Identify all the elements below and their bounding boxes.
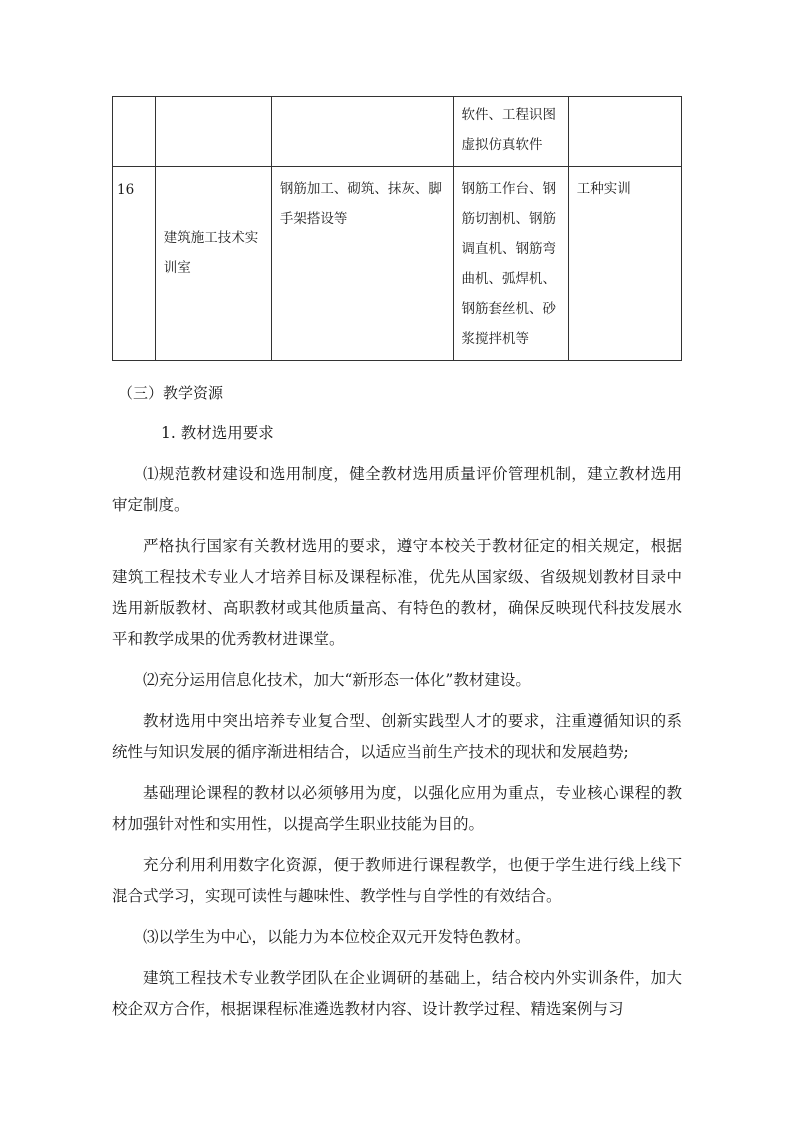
room-name: 建筑施工技术实训室	[163, 230, 259, 276]
paragraph: 基础理论课程的教材以必须够用为度，以强化应用为重点，专业核心课程的教材加强针对性和实用性，以提高学生职业技能为目的。	[112, 784, 682, 833]
paragraph: ⑵充分运用信息化技术，加大“新形态一体化”教材建设。	[143, 671, 531, 689]
paragraph: ⑶以学生为中心，以能力为本位校企双元开发特色教材。	[143, 928, 531, 946]
equipment-list: 钢筋工作台、钢筋切割机、钢筋调直机、钢筋弯曲机、弧焊机、钢筋套丝机、砂浆搅拌机等	[461, 181, 556, 347]
table-cell	[568, 167, 681, 361]
table-cell	[453, 97, 568, 167]
table-cell	[453, 167, 568, 361]
row-number: 16	[117, 182, 135, 198]
function-text: 工种实训	[576, 181, 631, 197]
table-cell	[271, 97, 453, 167]
table-cell	[155, 167, 271, 361]
table-cell	[113, 97, 156, 167]
paragraph: 建筑工程技术专业教学团队在企业调研的基础上，结合校内外实训条件，加大校企双方合作，根据课程标准遴选教材内容、设计教学过程、精选案例与习	[112, 969, 682, 1018]
paragraph: ⑴规范教材建设和选用制度，健全教材选用质量评价管理机制，建立教材选用审定制度。	[112, 465, 682, 514]
subheading: 1. 教材选用要求	[161, 424, 274, 442]
equipment-cell-text: 软件、工程识图虚拟仿真软件	[461, 107, 556, 153]
paragraph: 严格执行国家有关教材选用的要求，遵守本校关于教材征定的相关规定，根据建筑工程技术专业人才培养目标及课程标准，优先从国家级、省级规划教材目录中选用新版教材、高职教材或其他质量高、有特色的教材，确保反映现代科技发展水平和教学成果的优秀教材进课堂。	[112, 537, 682, 648]
table-cell	[113, 167, 156, 361]
section-heading: （三）教学资源	[118, 384, 224, 402]
table-row	[113, 97, 682, 167]
table-cell	[155, 97, 271, 167]
training-room-table	[112, 96, 682, 361]
table-cell	[568, 97, 681, 167]
table-cell	[271, 167, 453, 361]
paragraph: 教材选用中突出培养专业复合型、创新实践型人才的要求，注重遵循知识的系统性与知识发展的循序渐进相结合，以适应当前生产技术的现状和发展趋势;	[112, 712, 682, 761]
table-row	[113, 167, 682, 361]
paragraph: 充分利用利用数字化资源，便于教师进行课程教学，也便于学生进行线上线下混合式学习，实现可读性与趣味性、教学性与自学性的有效结合。	[112, 856, 682, 905]
training-items: 钢筋加工、砌筑、抹灰、脚手架搭设等	[279, 181, 442, 227]
body-text	[112, 418, 682, 1025]
